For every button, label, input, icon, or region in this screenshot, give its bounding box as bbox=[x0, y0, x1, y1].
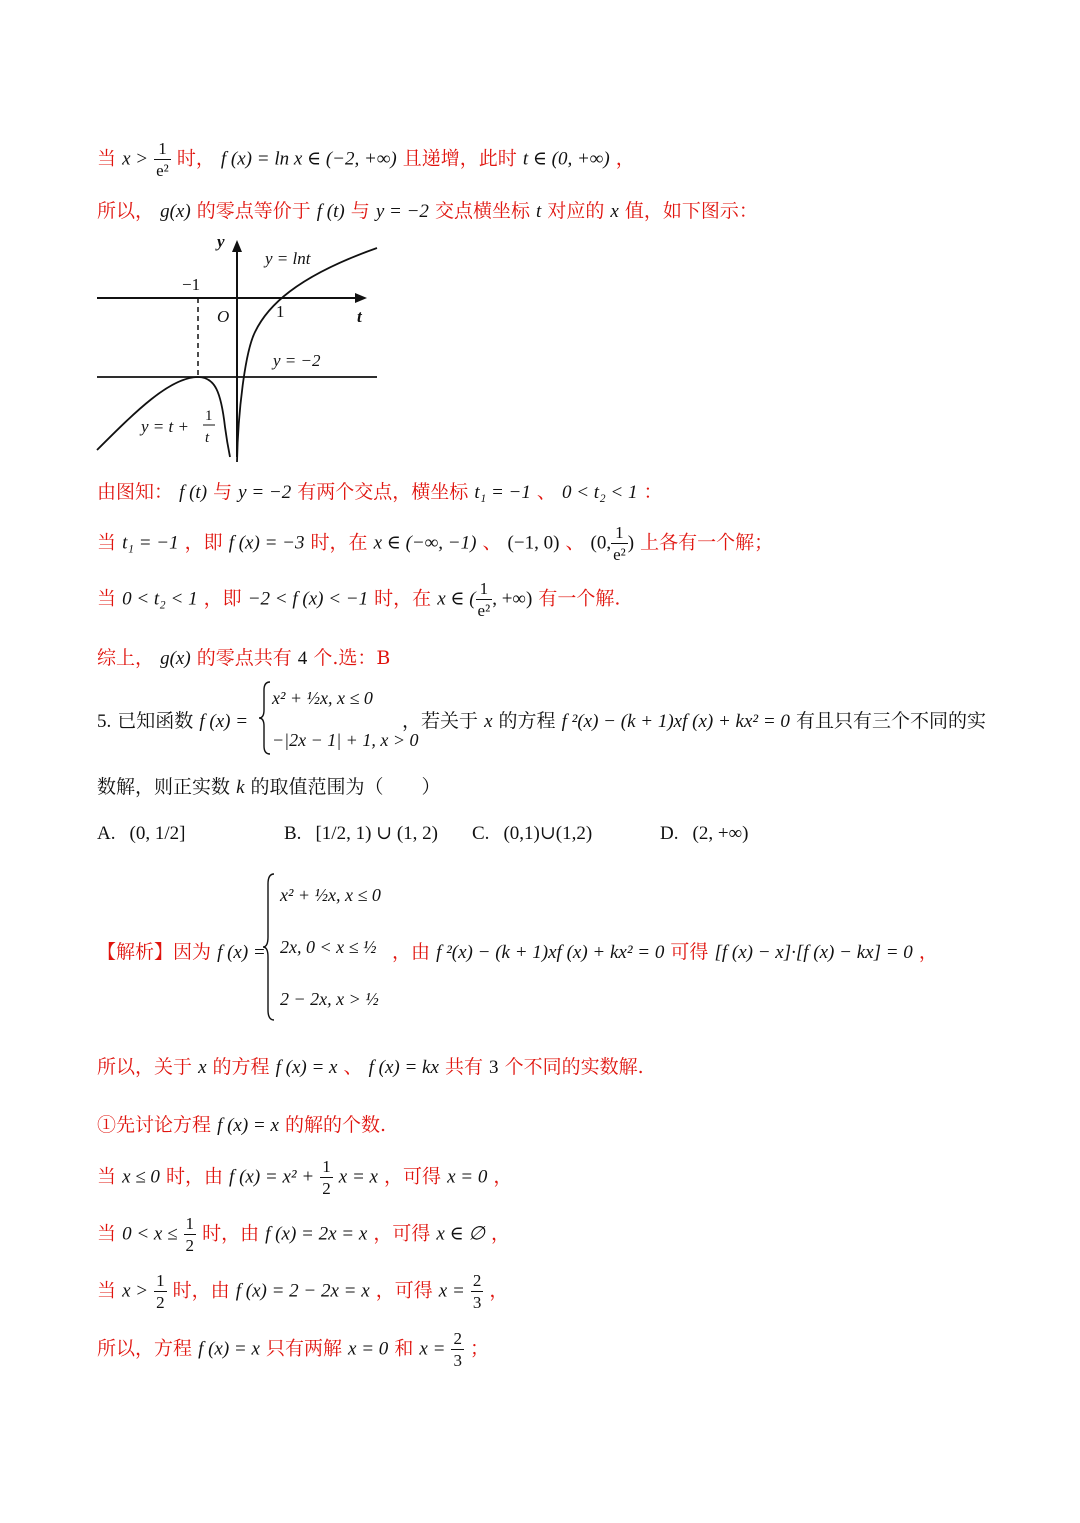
option-d: D. (2, +∞) bbox=[660, 823, 749, 844]
solution-head: 【解析】因为 f (x) = bbox=[97, 941, 266, 963]
label-t-plus-a: y = t + bbox=[141, 417, 189, 436]
line-1: 当 x > $\frac{1}{\text{e²}}$ 时， f (x) = ln x ∈ (−2, +∞) 且递增，此时 t ∈ (0, +∞) ， bbox=[97, 139, 635, 180]
line-2: 所以， g(x) 的零点等价于 f (t) 与 y = −2 交点横坐标 t 对应的 x 值，如下图示： bbox=[97, 200, 758, 222]
fraction: $\frac{1}{\text{e²}}$ bbox=[613, 523, 626, 564]
fraction: $\frac{1}{\text{e²}}$ bbox=[477, 579, 491, 620]
question-5: 5. 已知函数 f (x) = bbox=[97, 710, 249, 732]
question-5-cont: ，若关于 x 的方程 f ²(x) − (k + 1)xf (x) + kx² = 0 有且只有三个不同的实 bbox=[402, 710, 986, 732]
label-y-axis: y bbox=[217, 232, 225, 251]
y-axis-arrow bbox=[232, 240, 242, 252]
label-t-plus-d: t bbox=[205, 430, 210, 446]
option-b: B. [1/2, 1) ∪ (1, 2) bbox=[284, 823, 438, 844]
label-t-plus-n: 1 bbox=[205, 408, 213, 424]
line-10: 当 0 < x ≤ $\frac{1}{2}$ 时，由 f (x) = 2x = x ，可得 x ∈ ∅ ， bbox=[97, 1214, 511, 1255]
option-a: A. (0, 1/2] bbox=[97, 823, 186, 844]
question-5-line2: 数解，则正实数 k 的取值范围为（ ） bbox=[97, 776, 441, 798]
brace-q5 bbox=[258, 680, 272, 756]
line-9: 当 x ≤ 0 时，由 f (x) = x² + $\frac{1}{2}$ x = x ，可得 x = 0 ， bbox=[97, 1157, 513, 1198]
fraction: $\frac{2}{3}$ bbox=[453, 1329, 462, 1370]
fraction: $\frac{1}{2}$ bbox=[185, 1214, 195, 1255]
fraction: $\frac{2}{3}$ bbox=[472, 1271, 482, 1312]
line-6: 综上， g(x) 的零点共有 4 个.选：B bbox=[97, 647, 391, 669]
line-4: 当 t₁ = −1 ，即 f (x) = −3 时，在 x ∈ (−∞, −1) 、 (−1, 0) 、 (0, $\frac{1}{\text{e²}}$ ) 上各有一个解； bbox=[97, 523, 774, 564]
brace-solution bbox=[262, 872, 276, 1022]
line-12: 所以，方程 f (x) = x 只有两解 x = 0 和 x = $\frac{2}{3}$ ； bbox=[97, 1329, 490, 1370]
tick-neg1: −1 bbox=[182, 275, 201, 294]
line-8: ①先讨论方程 f (x) = x 的解的个数. bbox=[97, 1114, 387, 1136]
t-axis-arrow bbox=[355, 293, 367, 303]
line-7: 所以，关于 x 的方程 f (x) = x 、 f (x) = kx 共有 3 个不同的实数解. bbox=[97, 1056, 644, 1078]
fraction: $\frac{1}{2}$ bbox=[156, 1271, 165, 1312]
fraction: $\frac{1}{\text{e²}}$ bbox=[156, 139, 169, 180]
label-t-axis: t bbox=[357, 307, 362, 326]
tick-1: 1 bbox=[276, 302, 285, 321]
line-3: 由图知： f (t) 与 y = −2 有两个交点，横坐标 t₁ = −1 、 0 < t₂ < 1 ： bbox=[97, 481, 663, 503]
line-11: 当 x > $\frac{1}{2}$ 时，由 f (x) = 2 − 2x = x ，可得 x = $\frac{2}{3}$ ， bbox=[97, 1271, 509, 1312]
option-c: C. (0,1)∪(1,2) bbox=[472, 823, 593, 844]
label-neg2: y = −2 bbox=[273, 351, 321, 370]
fraction: $\frac{1}{2}$ bbox=[322, 1157, 331, 1198]
label-ln: y = lnt bbox=[265, 249, 311, 268]
line-5: 当 0 < t₂ < 1 ，即 −2 < f (x) < −1 时，在 x ∈ ( $\frac{1}{\text{e²}}$ , +∞) 有一个解. bbox=[97, 579, 621, 620]
solution-cont: ，由 f ²(x) − (k + 1)xf (x) + kx² = 0 可得 [f (x) − x]·[f (x) − kx] = 0 ， bbox=[392, 941, 938, 963]
function-graph bbox=[95, 232, 385, 462]
label-origin: O bbox=[217, 307, 230, 326]
